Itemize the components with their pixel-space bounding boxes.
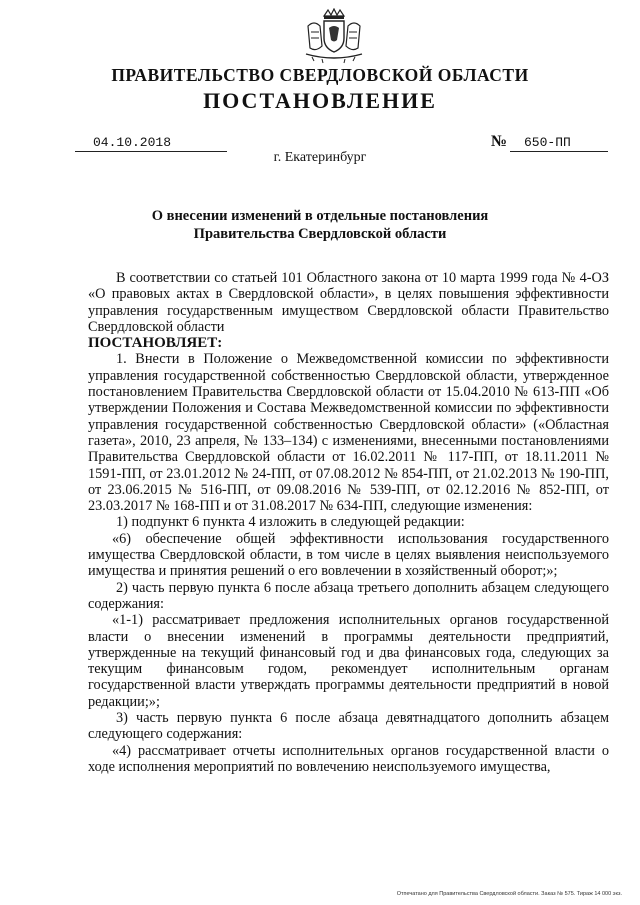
paragraph-4: 2) часть первую пункта 6 после абзаца третьего дополнить абзацем следующего содержания: — [88, 579, 609, 612]
paragraph-6: 3) часть первую пункта 6 после абзаца девятнадцатого дополнить абзацем следующего содержания: — [88, 710, 609, 743]
title-line-2: Правительства Свердловской области — [193, 226, 447, 242]
resolves-heading: ПОСТАНОВЛЯЕТ: — [88, 335, 223, 352]
paragraph-3: «6) обеспечение общей эффективности использования государственного имущества Свердловской области, в том числе в целях выявления неиспользуемого имущества и принятия решений о его вовлечении в хозяйственный оборот;»; — [88, 530, 609, 580]
document-number: 650-ПП — [510, 135, 608, 152]
paragraph-1: 1. Внести в Положение о Межведомственной комиссии по эффективности управления государственной собственностью Свердловской области, утвержденное постановлением Правительства Свердловской области от 15.04.2010 № 613-ПП «Об утверждении Положения и Состава Межведомственной комиссии по эффективности управления государственной собственностью Свердловской области» («Областная газета», 2010, 23 апреля, № 133–134) с изменениями, внесенными постановлениями Правительства Свердловской области от 16.02.2011 № 117-ПП, от 18.11.2011 № 1591-ПП, от 23.01.2012 № 24-ПП, от 07.08.2012 № 854-ПП, от 21.02.2013 № 190-ПП, от 23.06.2015 № 516-ПП, от 09.08.2016 № 539-ПП, от 02.12.2016 № 852-ПП, от 23.03.2017 № 168-ПП и от 31.08.2017 № 634-ПП, следующие изменения: — [88, 351, 609, 515]
title-line-1: О внесении изменений в отдельные постановления — [151, 208, 489, 224]
coat-of-arms-icon — [300, 8, 368, 64]
document-date: 04.10.2018 — [75, 135, 227, 152]
document-kind: ПОСТАНОВЛЕНИЕ — [203, 88, 437, 113]
document-body — [88, 270, 609, 775]
paragraph-7: «4) рассматривает отчеты исполнительных органов государственной власти о ходе исполнения мероприятий по вовлечению неиспользуемого имущества, — [88, 742, 609, 775]
government-name: ПРАВИТЕЛЬСТВО СВЕРДЛОВСКОЙ ОБЛАСТИ — [111, 65, 529, 85]
number-label: № — [491, 133, 508, 150]
print-imprint: Отпечатано для Правительства Свердловской области. Заказ № 575. Тираж 14 000 экз. — [396, 891, 622, 897]
intro-paragraph: В соответствии со статьей 101 Областного закона от 10 марта 1999 года № 4-ОЗ «О правовых актах в Свердловской области», в целях повышения эффективности управления государственным имуществом Свердловской области Правительство Свердловской области — [88, 270, 609, 335]
city: г. Екатеринбург — [273, 150, 367, 165]
document-title — [0, 207, 640, 243]
paragraph-2: 1) подпункт 6 пункта 4 изложить в следующей редакции: — [116, 514, 465, 531]
paragraph-5: «1-1) рассматривает предложения исполнительных органов государственной власти о внесении изменений в программы деятельности предприятий, утвержденные на текущий финансовый год и два финансовых года, следующих за текущим финансовым годом, рекомендует исполнительным органам государственной власти утверждать программы деятельности предприятий в новой редакции;»; — [88, 612, 609, 710]
